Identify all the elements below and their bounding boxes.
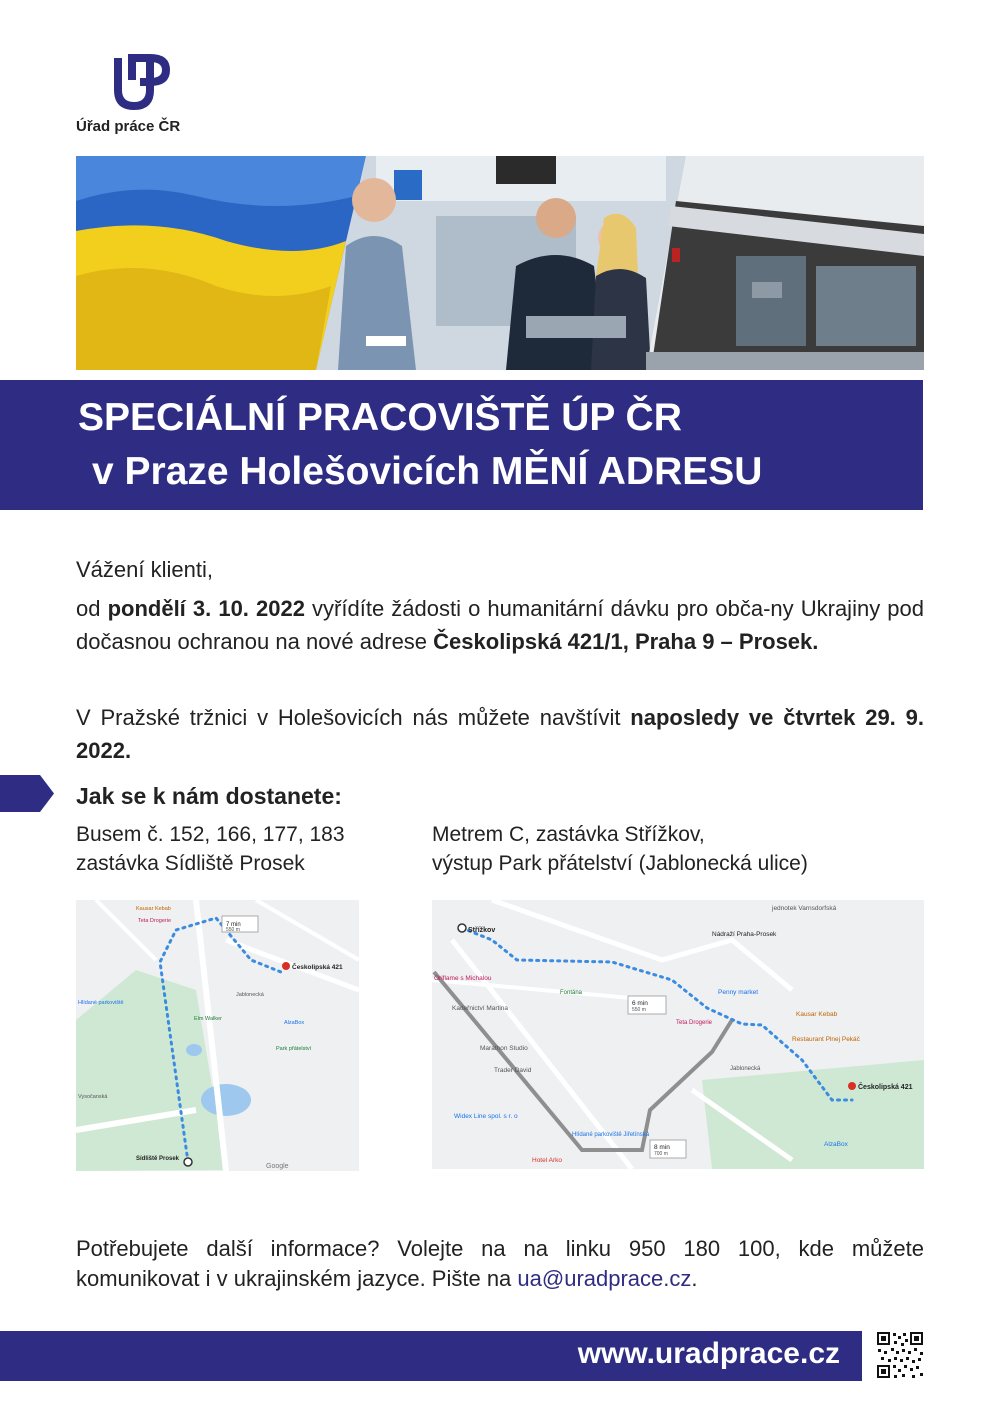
map-bus-route [76,900,359,1171]
alza-right-label: AlzaBox [824,1141,848,1148]
alza-label: AlzaBox [284,1020,305,1026]
varnsdorfska-label: jednotek Varnsdorfská [772,905,837,912]
bus-line-1: Busem č. 152, 166, 177, 183 [76,823,345,846]
pond [201,1084,251,1116]
bus-line-2: zastávka Sídliště Prosek [76,852,305,875]
p2-date: naposledy ve čtvrtek 29. 9. 2022. [76,705,924,763]
walk-dist-label: 550 m [226,927,240,933]
paragraph-last-day-text [76,701,924,767]
hotel-label: Hotel Arko [532,1157,562,1164]
p2-text-a: V Pražské tržnici v Holešovicích nás můžete navštívit [76,705,631,730]
p1-address: Českolipská 421/1, Praha 9 – Prosek. [433,629,819,654]
walk-time-label: 7 min [226,922,241,928]
walk1-dist-label: 550 m [632,1007,646,1013]
building-photo [646,156,924,370]
paragraph-new-address [76,592,924,658]
ukraine-flag-image [76,156,366,370]
kadernictvi-label: Kadeřnictví Martina [452,1005,508,1012]
metro-line-2: výstup Park přátelství (Jablonecká ulice) [432,852,808,875]
jablonecka-right-label: Jablonecká [730,1066,761,1072]
widex-label: Widex Line spol. s r. o [454,1113,518,1120]
contact-period: . [691,1266,698,1291]
metro-directions [432,820,808,878]
dest-label: Českolipská 421 [292,964,343,971]
title-line-2: v Praze Holešovicích MĚNÍ ADRESU [92,450,763,493]
destination-pin-right-icon [848,1082,856,1090]
strizkov-label: Střížkov [468,927,496,934]
parking-label: Hlídané parkoviště [78,1000,124,1006]
parking-right-label: Hlídané parkoviště Jiřetínská [572,1132,650,1138]
kausar-right-label: Kausar Kebab [796,1011,838,1018]
website-link[interactable]: www.uradprace.cz [577,1337,840,1370]
marathon-label: Marathon Studio [480,1045,528,1052]
vysocanska-label: Vysočanská [78,1094,108,1100]
google-label: Google [266,1163,289,1170]
contact-info [76,1234,924,1294]
arrow-marker-icon [0,775,54,812]
p1-date: pondělí 3. 10. 2022 [107,596,305,621]
walk2-time-label: 8 min [654,1144,670,1151]
park-label: Park přátelství [276,1046,312,1052]
uradprace-logo [76,50,216,140]
walk1-time-label: 6 min [632,1000,648,1007]
nadrazi-label: Nádraží Praha-Prosek [712,931,777,938]
up-logo-mark [76,50,176,114]
stop-label: Sídliště Prosek [136,1156,180,1162]
destination-pin-icon [282,962,290,970]
pekac-label: Restaurant Plnej Pekáč [792,1036,860,1043]
walk2-dist-label: 700 m [654,1151,668,1157]
teta-label: Teta Drogerie [138,918,172,924]
contact-info-text [76,1234,924,1294]
p1-text-c: vyřídíte žádosti o humanitární dávku pro obča-ny Ukrajiny pod dočasnou ochranou na nové adrese [76,596,924,654]
trader-label: Trader David [494,1067,532,1074]
title-band [0,380,923,510]
p1-text-a: od [76,596,108,621]
map-metro-route [432,900,924,1169]
dest-right-label: Českolipská 421 [858,1084,913,1091]
greeting [76,553,924,586]
paragraph-new-address-text [76,592,924,658]
office-staff-photo [316,156,686,370]
fontana-label: Fontána [560,990,583,996]
kausar-label: Kausar Kebab [136,906,171,912]
title-line-1: SPECIÁLNÍ PRACOVIŠTĚ ÚP ČR [78,396,682,439]
contact-text: Potřebujete další informace? Volejte na na linku 950 180 100, kde můžete komunikovat i v ukrajinském jazyce. Pište na [76,1236,924,1291]
penny-label: Penny market [718,989,759,996]
banner-photo-collage [76,156,924,370]
paragraph-last-day [76,701,924,767]
teta-right-label: Teta Drogerie [676,1020,713,1026]
email-link[interactable]: ua@uradprace.cz [517,1266,692,1291]
footer-band [0,1331,862,1381]
logo-text: Úřad práce ČR [76,118,181,135]
lodge-label: Elm Walker [194,1016,222,1022]
jablonecka-label: Jablonecká [236,992,264,998]
qr-code-icon[interactable] [876,1331,924,1379]
metro-line-1: Metrem C, zastávka Střížkov, [432,823,705,846]
oriflame-label: Oriflame s Michalou [434,975,492,982]
greeting-text: Vážení klienti, [76,557,213,582]
directions-heading: Jak se k nám dostanete: [76,783,342,809]
bus-directions [76,820,345,878]
